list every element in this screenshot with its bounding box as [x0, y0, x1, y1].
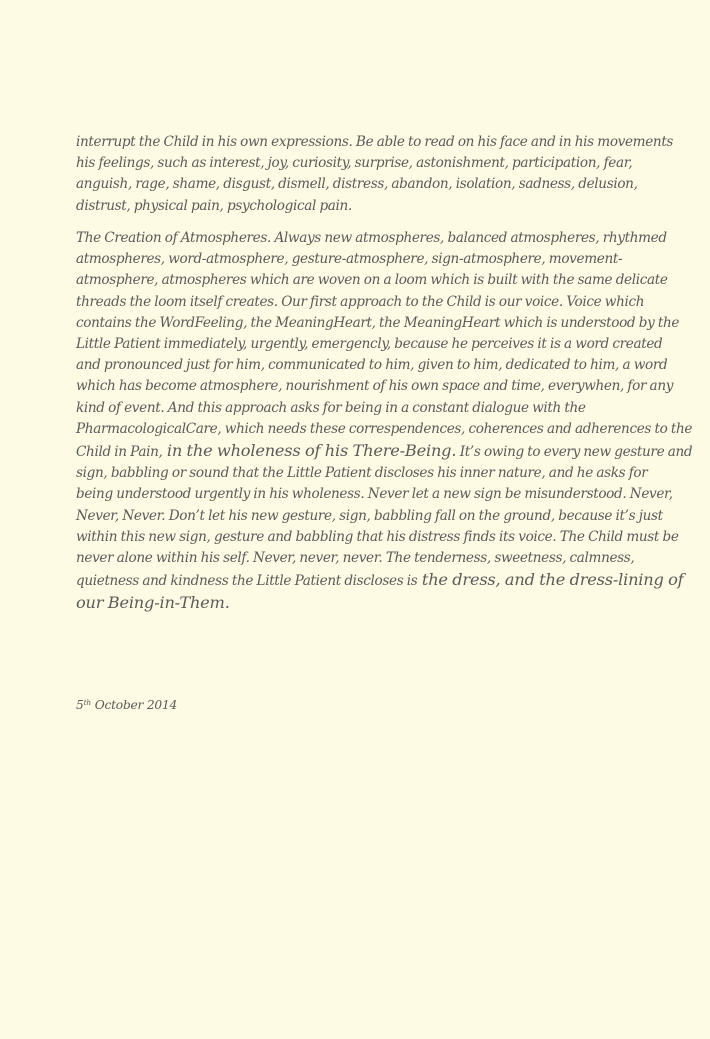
paragraph-line: and pronounced just for him, communicated to him, given to him, dedicated to him, a word	[76, 357, 668, 374]
paragraph-line: atmospheres, word-atmosphere, gesture-atmosphere, sign-atmosphere, movement-	[76, 251, 623, 268]
paragraph-line: Never, Never. Don’t let his new gesture, sign, babbling fall on the ground, because it’s just	[76, 507, 663, 524]
paragraph-line: never alone within his self. Never, never, never. The tenderness, sweetness, calmness,	[76, 550, 635, 567]
paragraph-line: being understood urgently in his wholeness. Never let a new sign be misunderstood. Never,	[76, 486, 673, 503]
emphasis-text: the dress, and the dress-lining of	[417, 570, 684, 590]
date-ordinal: th	[83, 698, 92, 707]
paragraph-feelings	[76, 132, 674, 217]
paragraph-line: which has become atmosphere, nourishment of his own space and time, everywhen, for any	[76, 378, 674, 395]
line-text: It’s owing to every new gesture and	[456, 444, 693, 461]
paragraph-line-mixed	[76, 440, 693, 463]
paragraph-line: distrust, physical pain, psychological pain.	[76, 197, 352, 214]
paragraph-line: anguish, rage, shame, disgust, dismell, distress, abandon, isolation, sadness, delusion,	[76, 176, 638, 193]
date-day: 5	[76, 698, 84, 712]
paragraph-line: kind of event. And this approach asks for being in a constant dialogue with the	[76, 399, 586, 416]
document-date	[76, 698, 177, 712]
paragraph-line: threads the loom itself creates. Our first approach to the Child is our voice. Voice which	[76, 293, 645, 310]
date-rest: October 2014	[91, 698, 178, 712]
paragraph-line-mixed	[76, 569, 684, 592]
emphasis-line: our Being-in-Them.	[76, 593, 230, 613]
paragraph-line: his feelings, such as interest, joy, curiosity, surprise, astonishment, participation, fear,	[76, 155, 633, 172]
paragraph-line: contains the WordFeeling, the MeaningHeart, the MeaningHeart which is understood by the	[76, 314, 680, 331]
paragraph-atmospheres	[76, 228, 693, 614]
paragraph-line: within this new sign, gesture and babbling that his distress finds its voice. The Child must be	[76, 528, 679, 545]
paragraph-line: interrupt the Child in his own expressions. Be able to read on his face and in his movements	[76, 134, 674, 150]
paragraph-line: PharmacologicalCare, which needs these correspendences, coherences and adherences to the	[76, 420, 693, 437]
paragraph-line: The Creation of Atmospheres. Always new atmospheres, balanced atmospheres, rhythmed	[76, 230, 667, 246]
line-text: Child in Pain,	[76, 444, 163, 461]
paragraph-line: atmosphere, atmospheres which are woven on a loom which is built with the same delicate	[76, 272, 668, 289]
line-text: quietness and kindness the Little Patient discloses is	[76, 573, 418, 590]
paragraph-line: Little Patient immediately, urgently, emergencly, because he perceives it is a word created	[76, 336, 663, 353]
emphasis-text: in the wholeness of his There-Being.	[162, 441, 457, 461]
paragraph-line: sign, babbling or sound that the Little Patient discloses his inner nature, and he asks for	[76, 465, 648, 482]
